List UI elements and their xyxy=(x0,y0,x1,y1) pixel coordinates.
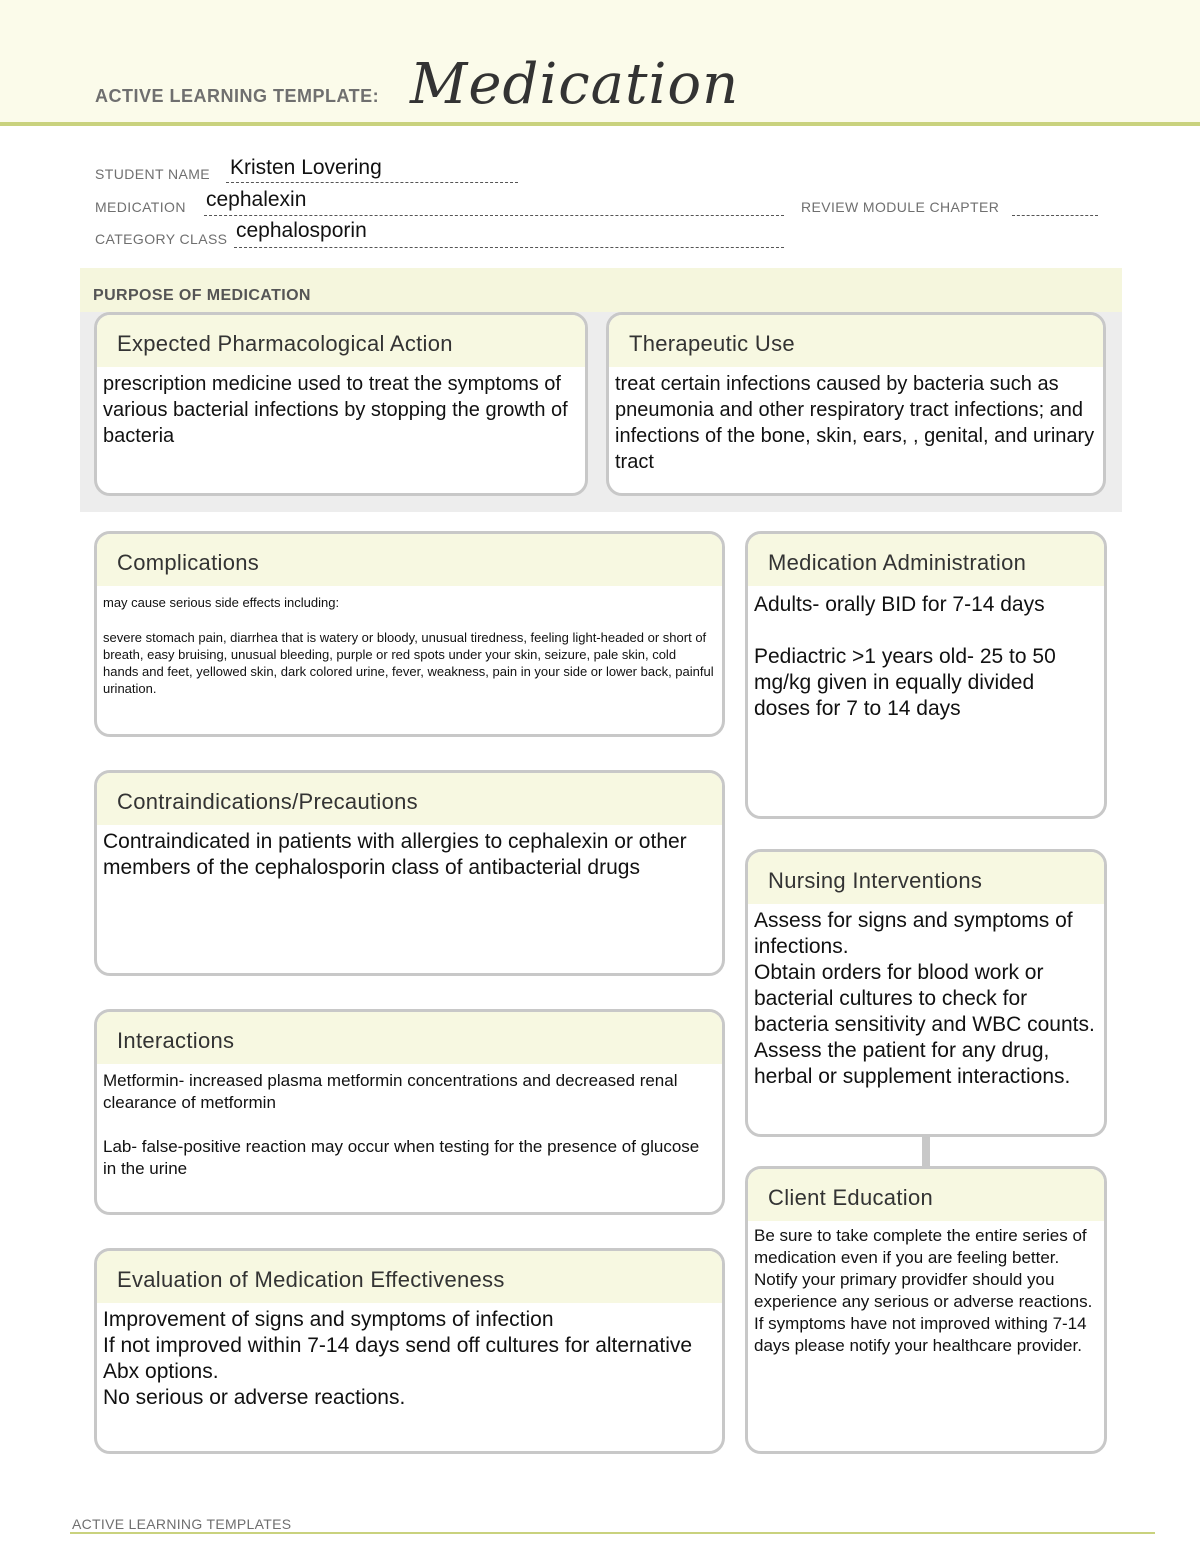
evaluation-content[interactable] xyxy=(97,1303,722,1411)
interactions-heading: Interactions xyxy=(97,1012,722,1064)
administration-pediatric: Pediactric >1 years old- 25 to 50 mg/kg given in equally divided doses for 7 to 14 days xyxy=(754,645,1056,720)
complications-text: severe stomach pain, diarrhea that is watery or bloody, unusual tiredness, feeling light-headed or short of breath, easy bruising, unusual bleeding, purple or red spots under your skin, seizure, pale skin, cold hands and feet, yellowed skin, dark colored urine, fever, weakness, pain in your side or lower back, painful urination. xyxy=(103,630,714,696)
evaluation-line-2: If not improved within 7-14 days send off cultures for alternative Abx options. xyxy=(103,1334,693,1383)
category-class-field[interactable]: cephalosporin xyxy=(236,219,367,242)
interactions-metformin: Metformin- increased plasma metformin concentrations and decreased renal clearance of metformin xyxy=(103,1071,678,1112)
complications-heading: Complications xyxy=(97,534,722,586)
administration-content[interactable] xyxy=(748,586,1104,722)
nursing-heading: Nursing Interventions xyxy=(748,852,1104,904)
nursing-content[interactable] xyxy=(748,904,1104,1090)
nursing-line-1: Assess for signs and symptoms of infections. xyxy=(754,909,1073,958)
header-rule xyxy=(0,122,1200,126)
footer-rule xyxy=(70,1532,1155,1534)
complications-content[interactable] xyxy=(97,586,722,697)
client-education-heading: Client Education xyxy=(748,1169,1104,1221)
connector-bar xyxy=(922,1134,930,1166)
contraindications-text[interactable]: Contraindicated in patients with allergies to cephalexin or other members of the cephalosporin class of antibacterial drugs xyxy=(103,830,687,879)
expected-action-text[interactable]: prescription medicine used to treat the symptoms of various bacterial infections by stopping the growth of bacteria xyxy=(103,373,568,447)
evaluation-heading: Evaluation of Medication Effectiveness xyxy=(97,1251,722,1303)
interactions-lab: Lab- false-positive reaction may occur when testing for the presence of glucose in the urine xyxy=(103,1137,700,1178)
evaluation-line-3: No serious or adverse reactions. xyxy=(103,1386,406,1409)
therapeutic-use-box xyxy=(606,312,1106,496)
student-name-label: STUDENT NAME xyxy=(95,166,210,182)
nursing-box xyxy=(745,849,1107,1137)
contraindications-box xyxy=(94,770,725,976)
client-education-box xyxy=(745,1166,1107,1454)
complications-box xyxy=(94,531,725,737)
therapeutic-use-text[interactable]: treat certain infections caused by bacteria such as pneumonia and other respiratory tract infections; and infections of the bone, skin, ears, , genital, and urinary tract xyxy=(615,373,1095,473)
footer-label: ACTIVE LEARNING TEMPLATES xyxy=(72,1516,292,1532)
contraindications-heading: Contraindications/Precautions xyxy=(97,773,722,825)
category-class-line xyxy=(234,247,784,248)
category-class-label: CATEGORY CLASS xyxy=(95,231,228,247)
review-module-label: REVIEW MODULE CHAPTER xyxy=(801,199,1000,215)
interactions-content[interactable] xyxy=(97,1064,722,1180)
evaluation-line-1: Improvement of signs and symptoms of infection xyxy=(103,1308,554,1331)
page-title: Medication xyxy=(410,52,740,117)
therapeutic-use-heading: Therapeutic Use xyxy=(609,315,1103,367)
student-name-line xyxy=(226,182,518,183)
client-education-text[interactable]: Be sure to take complete the entire series of medication even if you are feeling better. Notify your primary providfer should you experience any serious or adverse reactions. If symptoms have not improved withing 7-14 days please notify your healthcare provider. xyxy=(754,1226,1093,1355)
student-name-field[interactable]: Kristen Lovering xyxy=(230,156,382,179)
administration-heading: Medication Administration xyxy=(748,534,1104,586)
evaluation-box xyxy=(94,1248,725,1454)
review-module-field[interactable] xyxy=(1012,215,1098,216)
nursing-line-2: Obtain orders for blood work or bacterial cultures to check for bacteria sensitivity and WBC counts. Assess the patient for any drug, herbal or supplement interactions. xyxy=(754,961,1095,1088)
medication-line xyxy=(204,215,784,216)
expected-action-heading: Expected Pharmacological Action xyxy=(97,315,585,367)
medication-label: MEDICATION xyxy=(95,199,186,215)
template-label: ACTIVE LEARNING TEMPLATE: xyxy=(95,86,380,106)
administration-box xyxy=(745,531,1107,819)
complications-intro: may cause serious side effects including: xyxy=(103,595,340,610)
purpose-title: PURPOSE OF MEDICATION xyxy=(93,287,311,304)
administration-adults: Adults- orally BID for 7-14 days xyxy=(754,593,1045,616)
expected-action-box xyxy=(94,312,588,496)
medication-field[interactable]: cephalexin xyxy=(206,188,307,211)
interactions-box xyxy=(94,1009,725,1215)
